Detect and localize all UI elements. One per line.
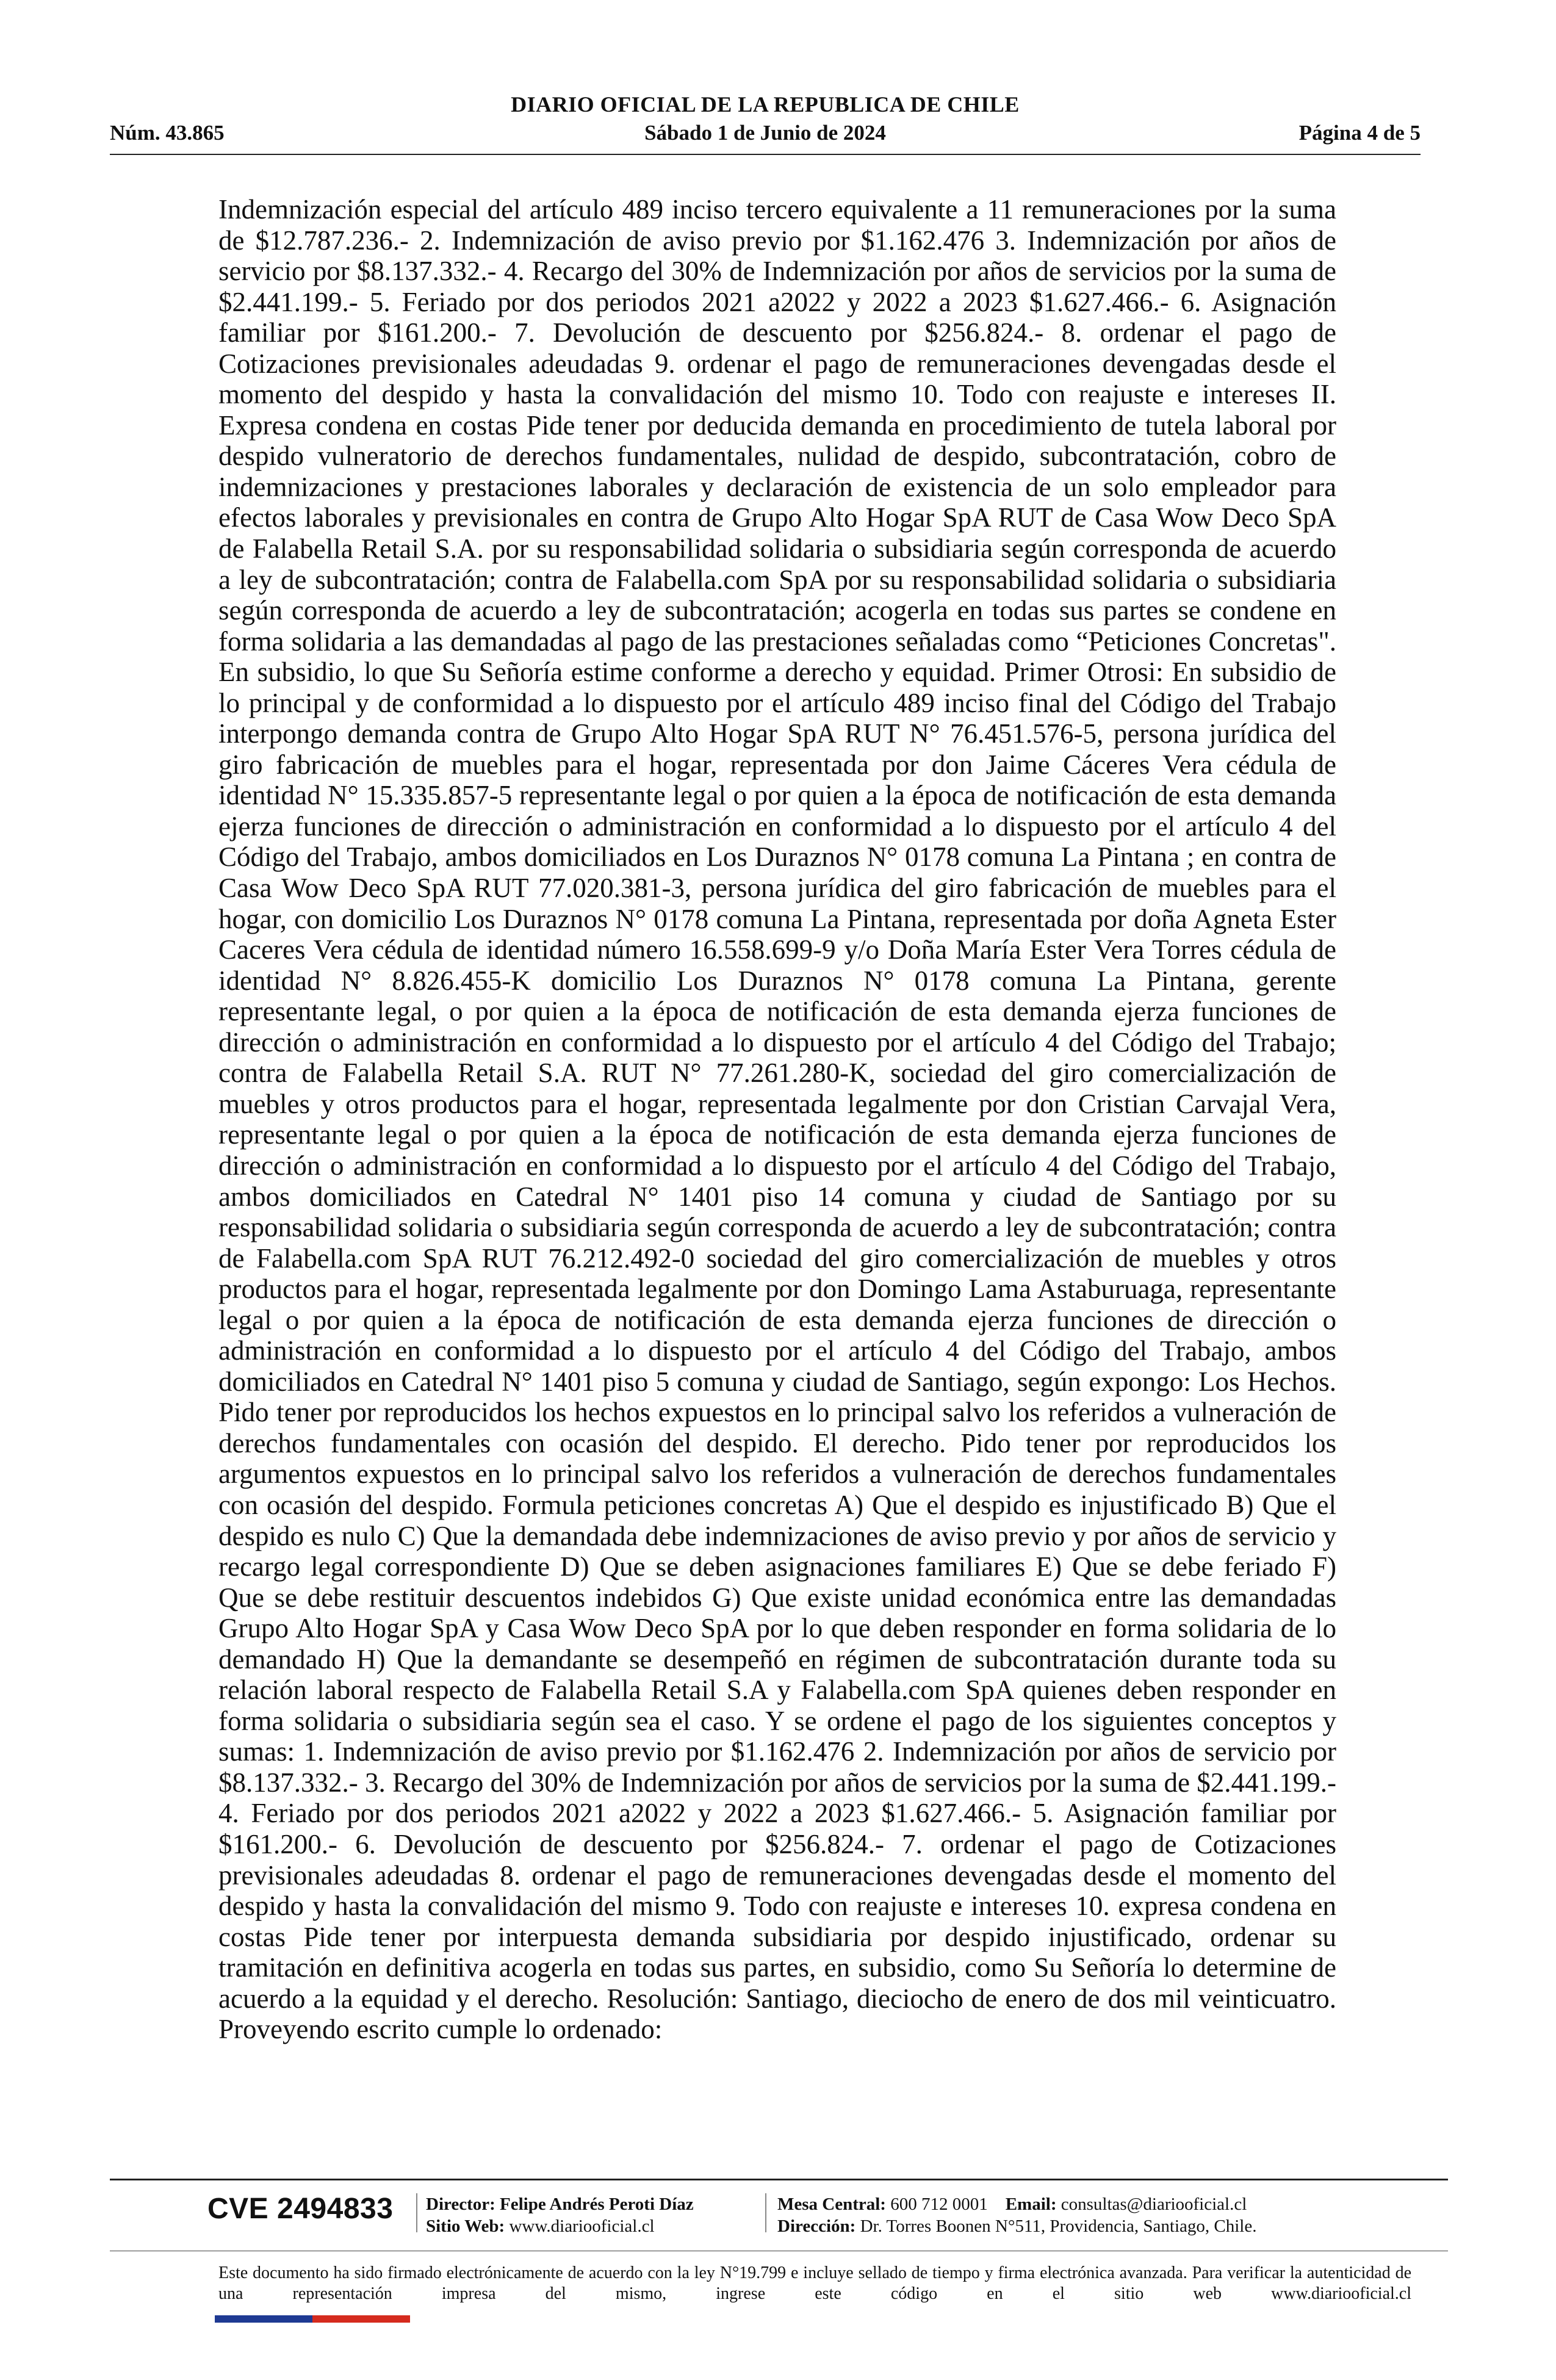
footer-director-block	[426, 2193, 694, 2237]
address-value: Dr. Torres Boonen N°511, Providencia, Santiago, Chile.	[860, 2216, 1257, 2236]
email-link[interactable]: consultas@diariooficial.cl	[1061, 2194, 1247, 2214]
cve-code: CVE 2494833	[207, 2193, 394, 2225]
page-number: Página 4 de 5	[1298, 121, 1421, 145]
page-footer	[110, 2179, 1448, 2325]
page-header	[110, 92, 1421, 159]
site-link[interactable]: www.diariooficial.cl	[509, 2216, 655, 2236]
footer-separator	[416, 2193, 417, 2232]
flag-red-stripe	[312, 2315, 410, 2323]
chile-flag-bar	[215, 2315, 410, 2323]
flag-blue-stripe	[215, 2315, 312, 2323]
director-label: Director: Felipe Andrés Peroti Díaz	[426, 2194, 694, 2214]
mesa-label: Mesa Central:	[777, 2194, 886, 2214]
signature-notice: Este documento ha sido firmado electrónicamente de acuerdo con la ley N°19.799 e incluye sellado de tiempo y firma electrónica avanzada. Para verificar la autenticidad de una representación impresa del mismo, ingrese este código en el sitio web www.diariooficial.cl	[218, 2263, 1411, 2303]
mesa-phone: 600 712 0001	[890, 2194, 988, 2214]
footer-divider	[110, 2179, 1448, 2180]
header-divider	[110, 154, 1421, 155]
body-text: Indemnización especial del artículo 489 inciso tercero equivalente a 11 remuneraciones por la suma de $12.787.236.- 2. Indemnización de aviso previo por $1.162.476 3. Indemnización por años de servicio por $8.137.332.- 4. Recargo del 30% de Indemnización por años de servicios por la suma de $2.441.199.- 5. Feriado por dos periodos 2021 a2022 y 2022 a 2023 $1.627.466.- 6. Asignación familiar por $161.200.- 7. Devolución de descuento por $256.824.- 8. ordenar el pago de Cotizaciones previsionales adeudadas 9. ordenar el pago de remuneraciones devengadas desde el momento del despido y hasta la convalidación del mismo 10. Todo con reajuste e intereses II. Expresa condena en costas Pide tener por deducida demanda en procedimiento de tutela laboral por despido vulneratorio de derechos fundamentales, nulidad de despido, subcontratación, cobro de indemnizaciones y prestaciones laborales y declaración de existencia de un solo empleador para efectos laborales y previsionales en contra de Grupo Alto Hogar SpA RUT de Casa Wow Deco SpA de Falabella Retail S.A. por su responsabilidad solidaria o subsidiaria según corresponda de acuerdo a ley de subcontratación; contra de Falabella.com SpA por su responsabilidad solidaria o subsidiaria según corresponda de acuerdo a ley de subcontratación; acogerla en todas sus partes se condene en forma solidaria a las demandadas al pago de las prestaciones señaladas como “Peticiones Concretas". En subsidio, lo que Su Señoría estime conforme a derecho y equidad. Primer Otrosi: En subsidio de lo principal y de conformidad a lo dispuesto por el artículo 489 inciso final del Código del Trabajo interpongo demanda contra de Grupo Alto Hogar SpA RUT N° 76.451.576-5, persona jurídica del giro fabricación de muebles para el hogar, representada por don Jaime Cáceres Vera cédula de identidad N° 15.335.857-5 representante legal o por quien a la época de notificación de esta demanda ejerza funciones de dirección o administración en conformidad a lo dispuesto por el artículo 4 del Código del Trabajo, ambos domiciliados en Los Duraznos N° 0178 comuna La Pintana ; en contra de Casa Wow Deco SpA RUT 77.020.381-3, persona jurídica del giro fabricación de muebles para el hogar, con domicilio Los Duraznos N° 0178 comuna La Pintana, representada por doña Agneta Ester Caceres Vera cédula de identidad número 16.558.699-9 y/o Doña María Ester Vera Torres cédula de identidad N° 8.826.455-K domicilio Los Duraznos N° 0178 comuna La Pintana, gerente representante legal, o por quien a la época de notificación de esta demanda ejerza funciones de dirección o administración en conformidad a lo dispuesto por el artículo 4 del Código del Trabajo; contra de Falabella Retail S.A. RUT N° 77.261.280-K, sociedad del giro comercialización de muebles y otros productos para el hogar, representada legalmente por don Cristian Carvajal Vera, representante legal o por quien a la época de notificación de esta demanda ejerza funciones de dirección o administración en conformidad a lo dispuesto por el artículo 4 del Código del Trabajo, ambos domiciliados en Catedral N° 1401 piso 14 comuna y ciudad de Santiago por su responsabilidad solidaria o subsidiaria según corresponda de acuerdo a ley de subcontratación; contra de Falabella.com SpA RUT 76.212.492-0 sociedad del giro comercialización de muebles y otros productos para el hogar, representada legalmente por don Domingo Lama Astaburuaga, representante legal o por quien a la época de notificación de esta demanda ejerza funciones de dirección o administración en conformidad a lo dispuesto por el artículo 4 del Código del Trabajo, ambos domiciliados en Catedral N° 1401 piso 5 comuna y ciudad de Santiago, según expongo: Los Hechos. Pido tener por reproducidos los hechos expuestos en lo principal salvo los referidos a vulneración de derechos fundamentales con ocasión del despido. El derecho. Pido tener por reproducidos los argumentos expuestos en lo principal salvo los referidos a vulneración de derechos fundamentales con ocasión del despido. Formula peticiones concretas A) Que el despido es injustificado B) Que el despido es nulo C) Que la demandada debe indemnizaciones de aviso previo y por años de servicio y recargo legal correspondiente D) Que se deben asignaciones familiares E) Que se debe feriado F) Que se debe restituir descuentos indebidos G) Que existe unidad económica entre las demandadas Grupo Alto Hogar SpA y Casa Wow Deco SpA por lo que deben responder en forma solidaria de lo demandado H) Que la demandante se desempeñó en régimen de subcontratación durante toda su relación laboral respecto de Falabella Retail S.A y Falabella.com SpA quienes deben responder en forma solidaria o subsidiaria según sea el caso. Y se ordene el pago de los siguientes conceptos y sumas: 1. Indemnización de aviso previo por $1.162.476 2. Indemnización por años de servicio por $8.137.332.- 3. Recargo del 30% de Indemnización por años de servicios por la suma de $2.441.199.- 4. Feriado por dos periodos 2021 a2022 y 2022 a 2023 $1.627.466.- 5. Asignación familiar por $161.200.- 6. Devolución de descuento por $256.824.- 7. ordenar el pago de Cotizaciones previsionales adeudadas 8. ordenar el pago de remuneraciones devengadas desde el momento del despido y hasta la convalidación del mismo 9. Todo con reajuste e intereses 10. expresa condena en costas Pide tener por interpuesta demanda subsidiaria por despido injustificado, ordenar su tramitación en definitiva acogerla en todas sus partes, en subsidio, como Su Señoría lo determine de acuerdo a la equidad y el derecho. Resolución: Santiago, dieciocho de enero de dos mil veinticuatro. Proveyendo escrito cumple lo ordenado:	[218, 194, 1336, 2045]
site-label: Sitio Web:	[426, 2216, 505, 2236]
issue-date: Sábado 1 de Junio de 2024	[644, 121, 886, 145]
footer-separator	[765, 2193, 766, 2232]
email-label: Email:	[1005, 2194, 1057, 2214]
address-label: Dirección:	[777, 2216, 856, 2236]
issue-number: Núm. 43.865	[110, 121, 225, 145]
newspaper-title: DIARIO OFICIAL DE LA REPUBLICA DE CHILE	[511, 92, 1020, 117]
footer-contact-block	[777, 2193, 1256, 2237]
